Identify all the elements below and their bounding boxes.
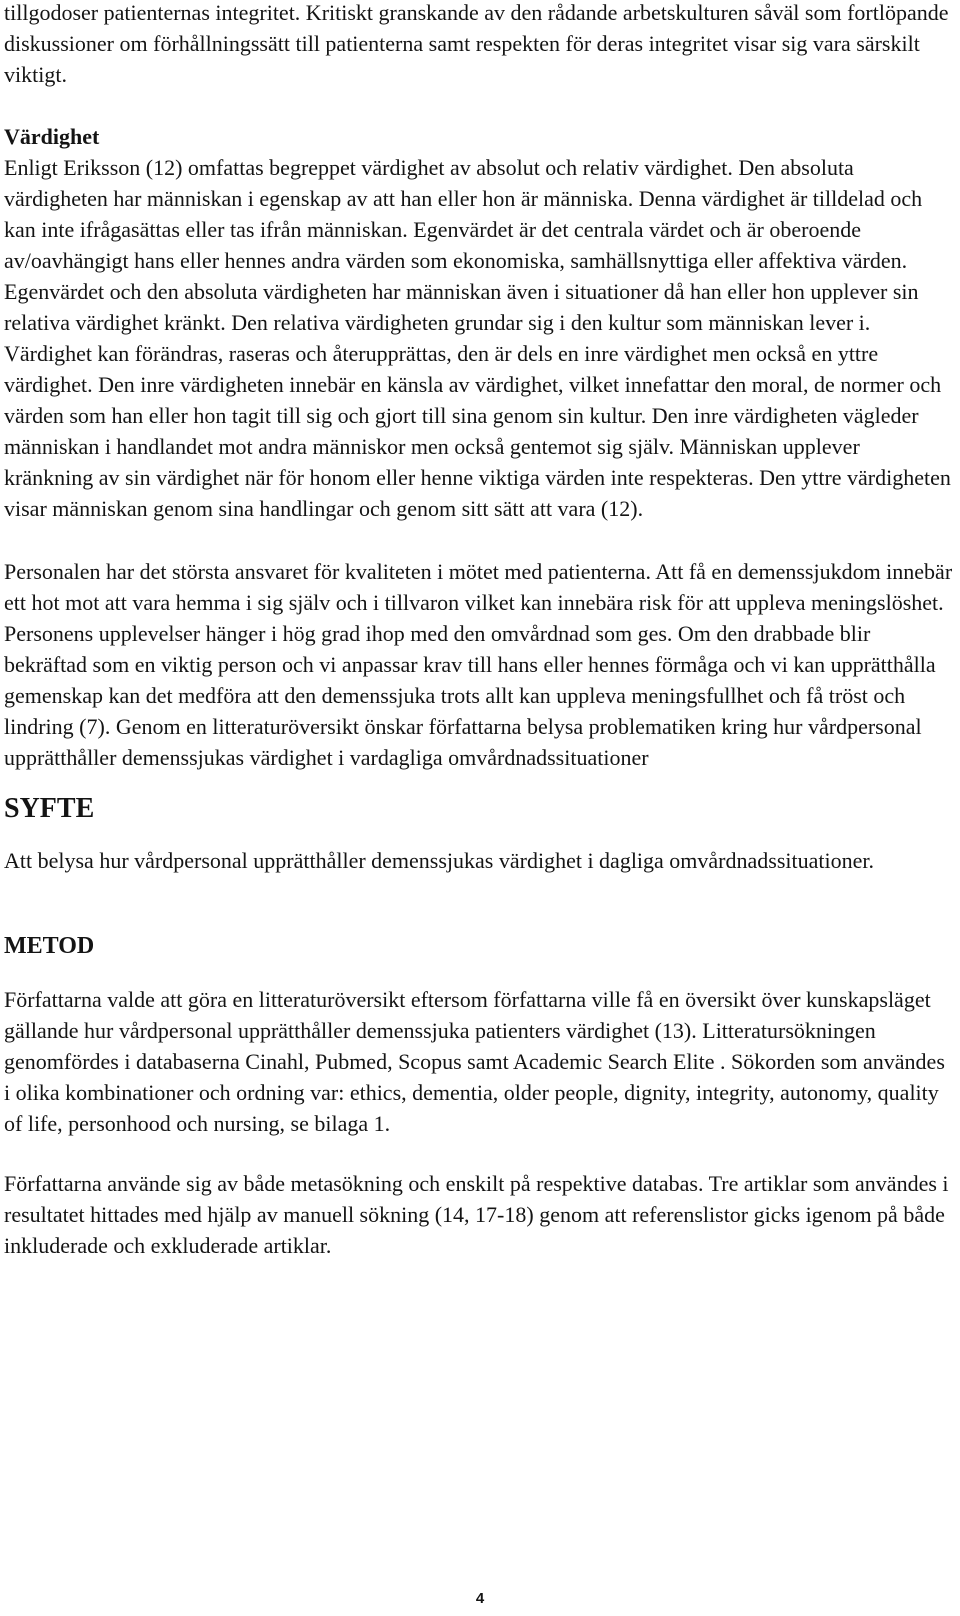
syfte-heading: SYFTE — [4, 793, 95, 824]
vardighet-heading: Värdighet — [4, 124, 100, 149]
page-number: 4 — [475, 1590, 485, 1607]
metod-section — [4, 929, 954, 1261]
syfte-section — [4, 789, 954, 876]
intro-paragraph: tillgodoser patienternas integritet. Kritiskt granskande av den rådande arbetskulturen såväl som fortlöpande diskussioner om förhållningssätt till patienterna samt respekten för deras integritet visar sig vara särskilt viktigt. — [4, 0, 949, 87]
personal-paragraph: Personalen har det största ansvaret för kvaliteten i mötet med patienterna. Att få en demenssjukdom innebär ett hot mot att vara hemma i sig själv och i tillvaron vilket kan innebära risk för att uppleva meningslöshet. Personens upplevelser hänger i hög grad ihop med den omvårdnad som ges. Om den drabbade blir bekräftad som en viktig person och vi anpassar krav till hans eller hennes förmåga och vi kan upprätthålla gemenskap kan det medföra att den demenssjuka trots allt kan uppleva meningsfullhet och få tröst och lindring (7). Genom en litteraturöversikt önskar författarna belysa problematiken kring hur vårdpersonal upprätthåller demenssjukas värdighet i vardagliga omvårdnadssituationer — [4, 559, 953, 770]
vardighet-paragraph: Enligt Eriksson (12) omfattas begreppet värdighet av absolut och relativ värdighet. Den absoluta värdigheten har människan i egenskap av att han eller hon är människa. Denna värdighet är tilldelad och kan inte ifrågasättas eller tas ifrån människan. Egenvärdet är det centrala värdet och är oberoende av/oavhängigt hans eller hennes andra värden som ekonomiska, samhällsnyttiga eller affektiva värden. Egenvärdet och den absoluta värdigheten har människan även i situationer då han eller hon upplever sin relativa värdighet kränkt. Den relativa värdigheten grundar sig i den kultur som människan lever i. Värdighet kan förändras, raseras och återupprättas, den är dels en inre värdighet men också en yttre värdighet. Den inre värdigheten innebär en känsla av värdighet, vilket innefattar den moral, de normer och värden som han eller hon tagit till sig och gjort till sina genom sin kultur. Den inre värdigheten vägleder människan i handlandet mot andra människor men också gentemot sig själv. Människan upplever kränkning av sin värdighet när för honom eller henne viktiga värden inte respekteras. Den yttre värdigheten visar människan genom sina handlingar och genom sitt sätt att vara (12). — [4, 155, 951, 521]
metod-paragraph-1: Författarna valde att göra en litteraturöversikt eftersom författarna ville få en översikt över kunskapsläget gällande hur vårdpersonal upprätthåller demenssjuka patienters värdighet (13). Litteratursökningen genomfördes i databaserna Cinahl, Pubmed, Scopus samt Academic Search Elite . Sökorden som användes i olika kombinationer och ordning var: ethics, dementia, older people, dignity, integrity, autonomy, quality of life, personhood och nursing, se bilaga 1. — [4, 987, 945, 1136]
metod-paragraph-2: Författarna använde sig av både metasökning och enskilt på respektive databas. Tre artiklar som användes i resultatet hittades med hjälp av manuell sökning (14, 17-18) genom att referenslistor gicks igenom på både inkluderade och exkluderade artiklar. — [4, 1171, 949, 1258]
document-page — [4, 0, 954, 1261]
vardighet-section — [4, 121, 954, 524]
syfte-paragraph: Att belysa hur vårdpersonal upprätthåller demenssjukas värdighet i dagliga omvårdnadssituationer. — [4, 848, 874, 873]
metod-heading: METOD — [4, 933, 95, 959]
